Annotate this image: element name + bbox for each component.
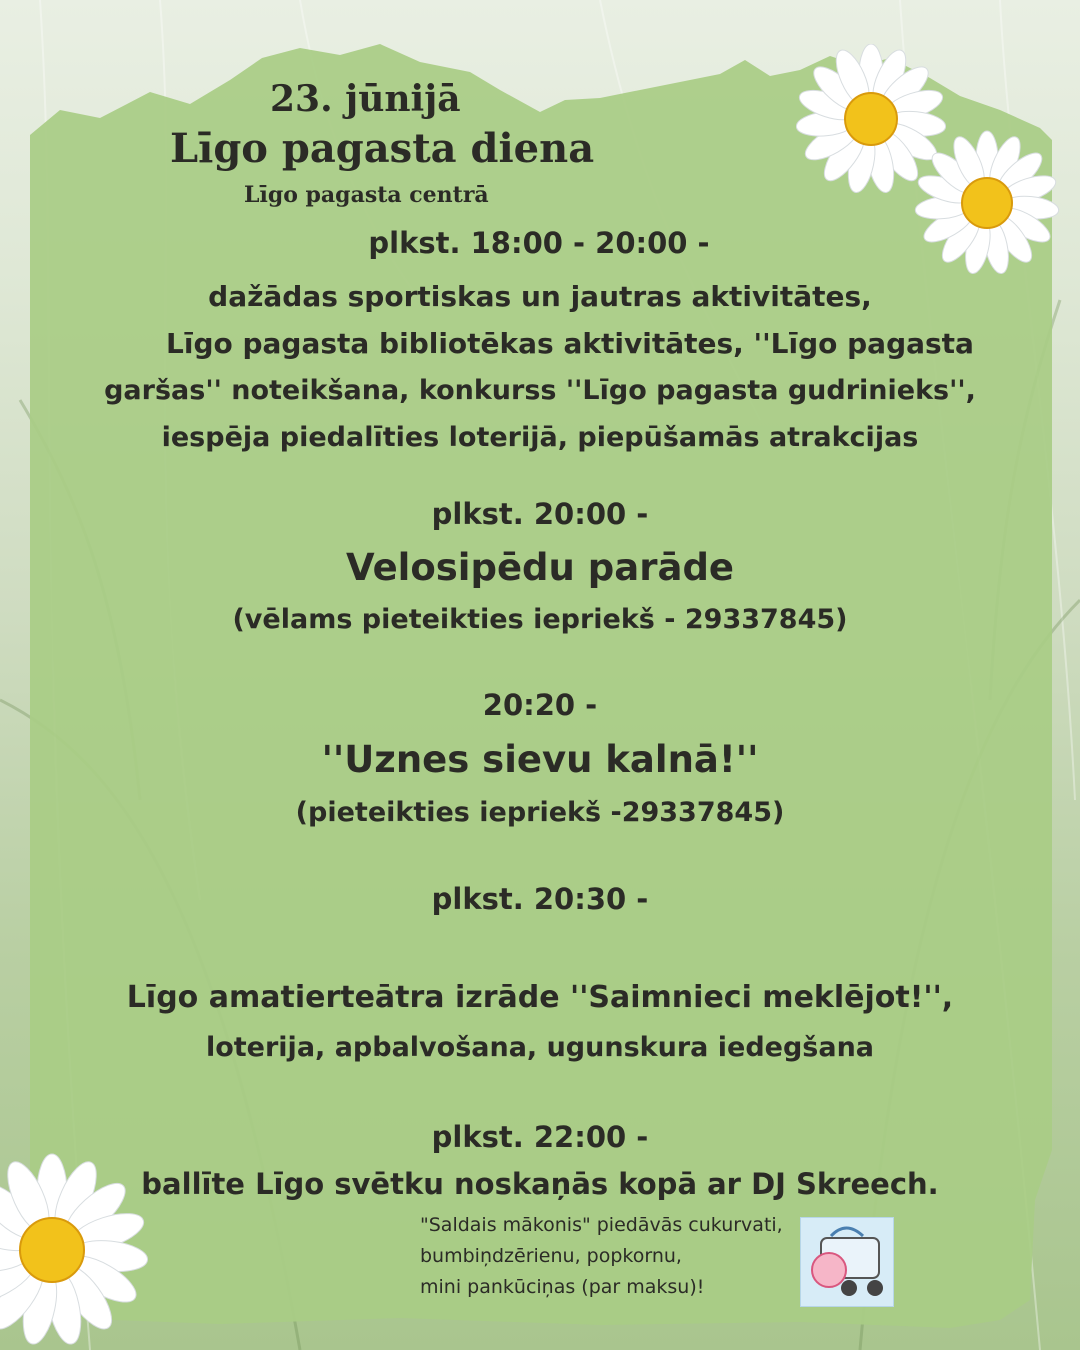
event-location: Līgo pagasta centrā (244, 182, 489, 208)
activities-line-3: garšas'' noteikšana, konkurss ''Līgo pagasta gudrinieks'', (104, 375, 976, 406)
time-20-30: plkst. 20:30 - (431, 882, 649, 916)
time-18-20: plkst. 18:00 - 20:00 - (368, 226, 710, 260)
vendor-line-3: mini pankūciņas (par maksu)! (420, 1276, 705, 1298)
event-date: 23. jūnijā (270, 78, 461, 120)
vendor-logo-icon (800, 1217, 894, 1307)
time-20-20: 20:20 - (482, 688, 598, 722)
page-title: Līgo pagasta diena (170, 125, 595, 172)
activities-line-4: iespēja piedalīties loterijā, piepūšamās atrakcijas (161, 422, 919, 453)
time-22-00: plkst. 22:00 - (431, 1120, 649, 1154)
daisy-flower-icon (912, 128, 1062, 278)
activities-line-1: dažādas sportiskas un jautras aktivitātes, (208, 280, 872, 313)
daisy-flower-icon (0, 1150, 152, 1350)
activities-line-2: Līgo pagasta bibliotēkas aktivitātes, ''Līgo pagasta (166, 327, 974, 360)
vendor-line-1: "Saldais mākonis" piedāvās cukurvati, (420, 1214, 783, 1236)
time-20-00: plkst. 20:00 - (431, 497, 649, 531)
bicycle-parade-note: (vēlams pieteikties iepriekš - 29337845) (232, 604, 848, 635)
wife-carrying-note: (pieteikties iepriekš -29337845) (295, 797, 785, 828)
vendor-line-2: bumbiņdzērienu, popkornu, (420, 1245, 682, 1267)
bicycle-parade-title: Velosipēdu parāde (345, 546, 735, 589)
theatre-extras: loterija, apbalvošana, ugunskura iedegšana (205, 1032, 875, 1063)
party-dj: ballīte Līgo svētku noskaņās kopā ar DJ Skreech. (141, 1167, 939, 1201)
theatre-performance: Līgo amatierteātra izrāde ''Saimnieci meklējot!'', (126, 980, 954, 1015)
wife-carrying-title: ''Uznes sievu kalnā!'' (321, 738, 759, 781)
